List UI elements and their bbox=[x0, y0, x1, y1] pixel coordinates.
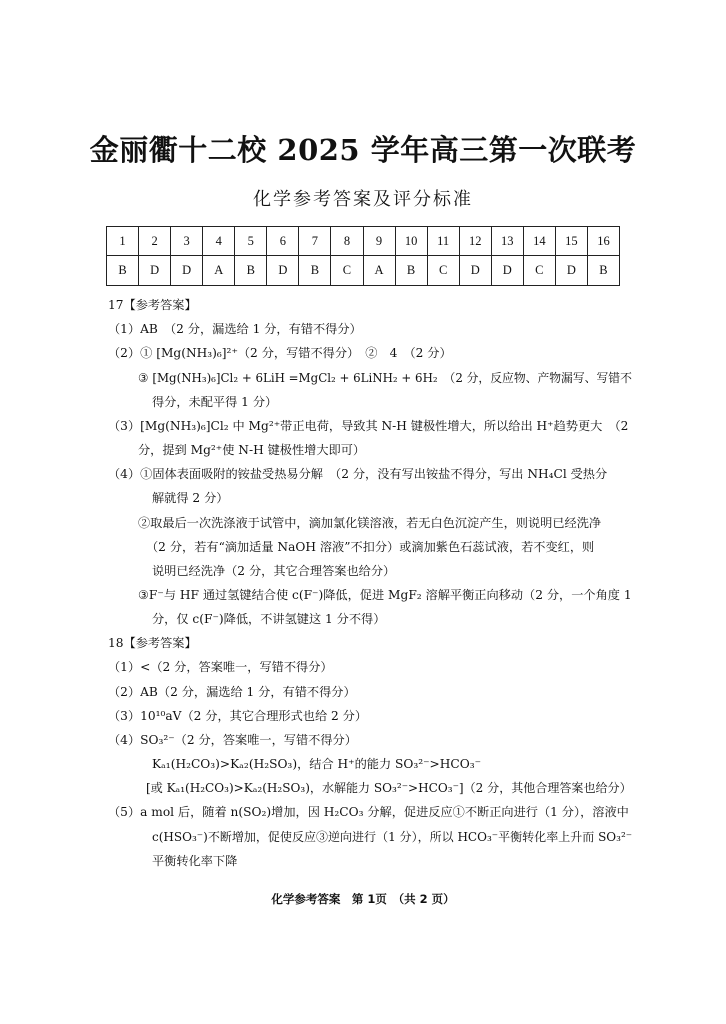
question-number: 2 bbox=[139, 227, 171, 256]
section-heading-17: 17【参考答案】 bbox=[108, 298, 197, 312]
answer-line: （3）[Mg(NH₃)₆]Cl₂ 中 Mg²⁺带正电荷，导致其 N-H 键极性增大，所以给出 H⁺趋势更大 （2 bbox=[108, 419, 629, 433]
answer-row bbox=[107, 256, 620, 286]
answer-line: 说明已经洗净（2 分，其它合理答案也给分） bbox=[152, 564, 396, 578]
answer-line: （1）<（2 分，答案唯一，写错不得分） bbox=[108, 660, 333, 674]
question-number: 4 bbox=[203, 227, 235, 256]
answer-line: 得分，未配平得 1 分） bbox=[152, 395, 278, 409]
answer-line: [或 Kₐ₁(H₂CO₃)>Kₐ₂(H₂SO₃)，水解能力 SO₃²⁻>HCO₃⁻]（2 分，其他合理答案也给分） bbox=[146, 781, 632, 795]
answer-line: ②取最后一次洗涤液于试管中，滴加氯化镁溶液，若无白色沉淀产生，则说明已经洗净 bbox=[138, 516, 602, 530]
answer-line: （5）a mol 后，随着 n(SO₂)增加，因 H₂CO₃ 分解，促进反应①不断正向进行（1 分），溶液中 bbox=[108, 805, 629, 819]
question-number: 6 bbox=[267, 227, 299, 256]
question-number: 14 bbox=[523, 227, 555, 256]
answer-cell: D bbox=[267, 256, 299, 286]
answer-line: ③F⁻与 HF 通过氢键结合使 c(F⁻)降低，促进 MgF₂ 溶解平衡正向移动（2 分，一个角度 1 bbox=[138, 588, 632, 602]
answer-cell: B bbox=[395, 256, 427, 286]
question-number: 9 bbox=[363, 227, 395, 256]
answer-line: （3）10¹⁰aV（2 分，其它合理形式也给 2 分） bbox=[108, 709, 368, 723]
answer-line: （2）AB（2 分，漏选给 1 分，有错不得分） bbox=[108, 685, 356, 699]
answer-line: 分，提到 Mg²⁺使 N-H 键极性增大即可） bbox=[138, 443, 366, 457]
answer-cell: C bbox=[523, 256, 555, 286]
answer-line: ③ [Mg(NH₃)₆]Cl₂ + 6LiH =MgCl₂ + 6LiNH₂ + 6H₂ （2 分，反应物、产物漏写、写错不 bbox=[138, 371, 632, 385]
answer-cell: B bbox=[587, 256, 619, 286]
question-number: 8 bbox=[331, 227, 363, 256]
question-number: 7 bbox=[299, 227, 331, 256]
answer-cell: D bbox=[459, 256, 491, 286]
answer-line: Kₐ₁(H₂CO₃)>Kₐ₂(H₂SO₃)，结合 H⁺的能力 SO₃²⁻>HCO₃⁻ bbox=[152, 757, 482, 771]
question-number: 16 bbox=[587, 227, 619, 256]
question-number: 3 bbox=[171, 227, 203, 256]
page-subtitle: 化学参考答案及评分标准 bbox=[253, 189, 473, 210]
answer-cell: B bbox=[107, 256, 139, 286]
question-number: 12 bbox=[459, 227, 491, 256]
answer-line: 解就得 2 分） bbox=[152, 491, 229, 505]
page-footer: 化学参考答案 第 1页 （共 2 页） bbox=[271, 892, 455, 906]
answer-cell: D bbox=[139, 256, 171, 286]
answer-cell: B bbox=[299, 256, 331, 286]
answer-cell: D bbox=[491, 256, 523, 286]
answer-line: （4）SO₃²⁻（2 分，答案唯一，写错不得分） bbox=[108, 733, 357, 747]
question-number: 5 bbox=[235, 227, 267, 256]
section-heading-18: 18【参考答案】 bbox=[108, 636, 197, 650]
answer-line: （4）①固体表面吸附的铵盐受热易分解 （2 分，没有写出铵盐不得分，写出 NH₄Cl 受热分 bbox=[108, 467, 608, 481]
answer-cell: A bbox=[203, 256, 235, 286]
question-number-row bbox=[107, 227, 620, 256]
answer-table bbox=[106, 226, 620, 286]
answer-cell: C bbox=[427, 256, 459, 286]
question-number: 15 bbox=[555, 227, 587, 256]
answer-cell: B bbox=[235, 256, 267, 286]
answer-line: c(HSO₃⁻)不断增加，促使反应③逆向进行（1 分），所以 HCO₃⁻平衡转化率上升而 SO₃²⁻ bbox=[152, 830, 633, 844]
answer-line: （1）AB （2 分，漏选给 1 分，有错不得分） bbox=[108, 322, 362, 336]
answer-cell: D bbox=[555, 256, 587, 286]
answer-cell: C bbox=[331, 256, 363, 286]
question-number: 10 bbox=[395, 227, 427, 256]
answer-line: 分，仅 c(F⁻)降低，不讲氢键这 1 分不得） bbox=[152, 612, 386, 626]
question-number: 1 bbox=[107, 227, 139, 256]
answer-line: 平衡转化率下降 bbox=[152, 854, 238, 868]
answer-line: （2 分，若有“滴加适量 NaOH 溶液”不扣分）或滴加紫色石蕊试液，若不变红，则 bbox=[146, 540, 595, 554]
answer-cell: D bbox=[171, 256, 203, 286]
answer-line: （2）① [Mg(NH₃)₆]²⁺（2 分，写错不得分） ② 4 （2 分） bbox=[108, 346, 452, 360]
question-number: 13 bbox=[491, 227, 523, 256]
answer-cell: A bbox=[363, 256, 395, 286]
page-title: 金丽衢十二校 2025 学年高三第一次联考 bbox=[89, 133, 637, 167]
question-number: 11 bbox=[427, 227, 459, 256]
